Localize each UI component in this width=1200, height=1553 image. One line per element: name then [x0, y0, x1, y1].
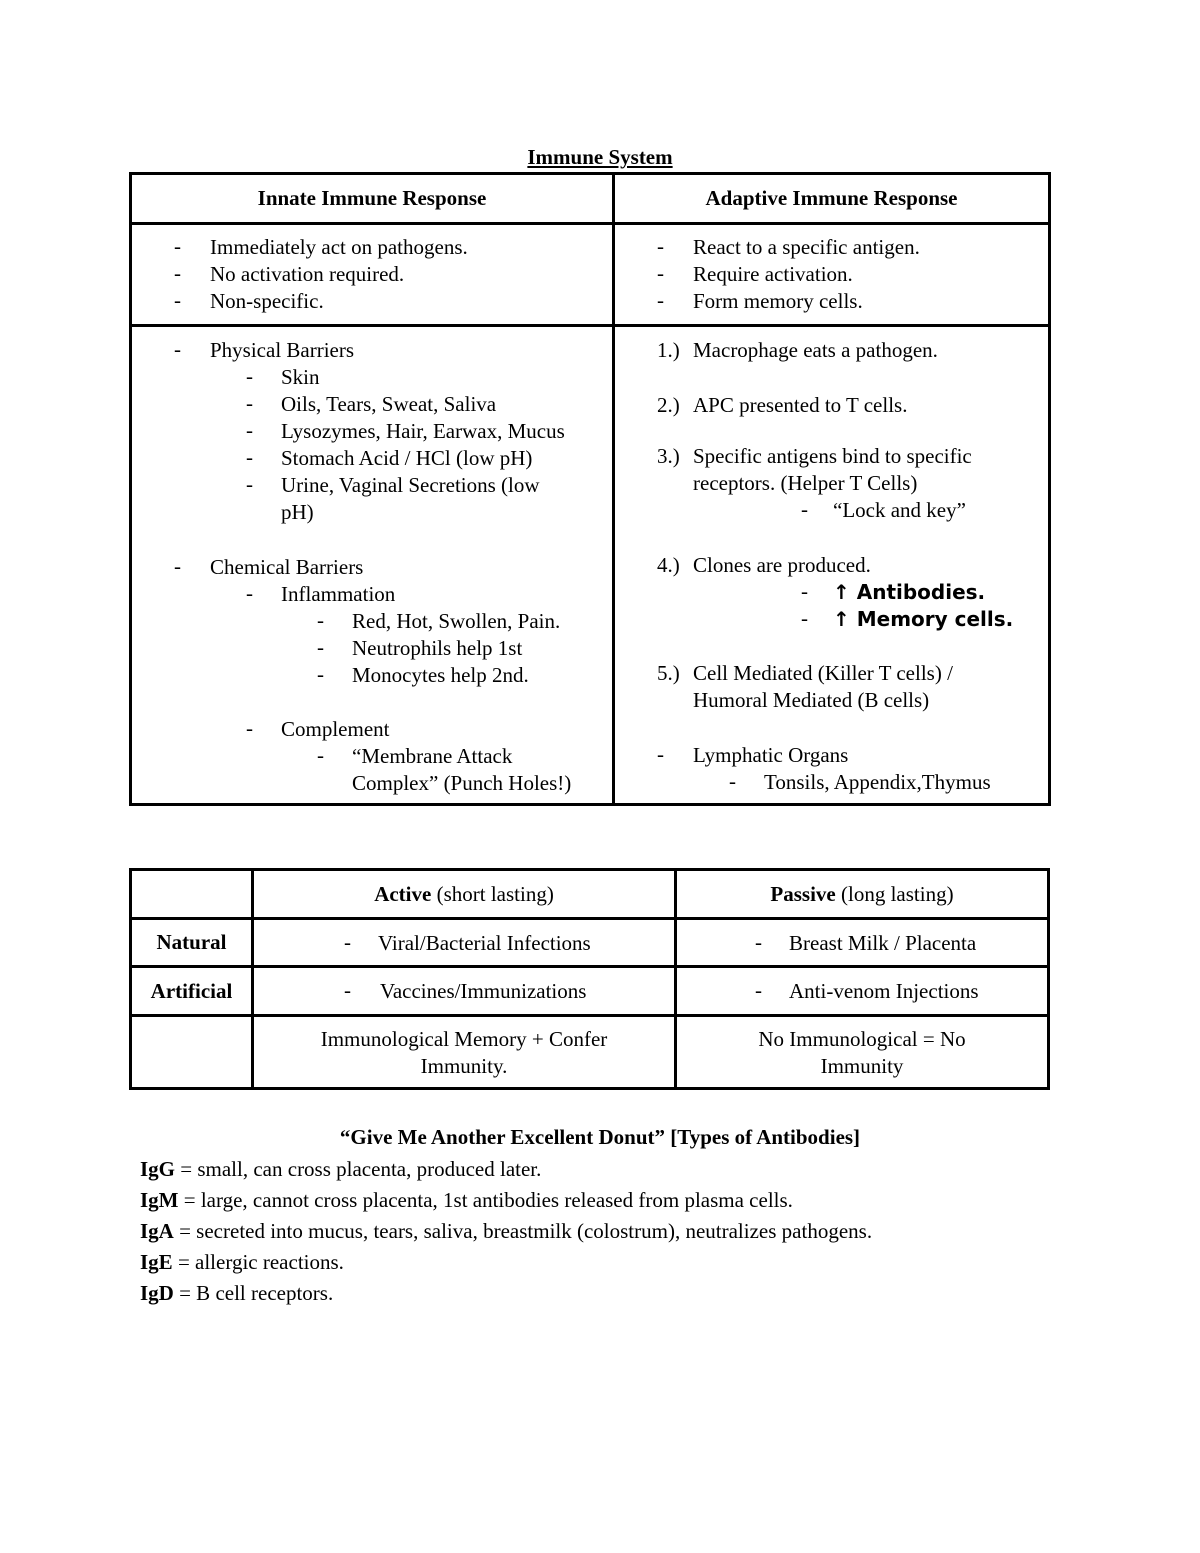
immunity-type-table [129, 868, 1050, 1090]
lymphatic-organs-label: Lymphatic Organs [693, 743, 849, 767]
inflammation-item: Neutrophils help 1st [352, 636, 523, 660]
adaptive-header: Adaptive Immune Response [614, 174, 1050, 224]
active-header-rest: (short lasting) [431, 881, 554, 906]
active-note-line: Immunological Memory + Confer [320, 1027, 608, 1051]
antibodies-title: “Give Me Another Excellent Donut” [Types of Antibodies] [339, 1125, 861, 1149]
antibody-desc: = B cell receptors. [173, 1281, 334, 1305]
antibody-name: IgA [140, 1219, 174, 1243]
antibody-line [140, 1185, 793, 1216]
passive-note-cell [676, 1016, 1049, 1089]
blank-row-label-cell [131, 1016, 253, 1089]
step-text-cont: receptors. (Helper T Cells) [693, 471, 918, 495]
artificial-passive-cell: - Anti-venom Injections [676, 967, 1049, 1016]
step-text: Macrophage eats a pathogen. [693, 338, 938, 362]
innate-trait: Non-specific. [210, 289, 324, 313]
step-subitem-memory: ↑ Memory cells. [833, 607, 1014, 631]
active-note-line: Immunity. [420, 1054, 508, 1078]
step-number: 2.) [657, 393, 680, 417]
innate-detail-cell: - Physical Barriers - Skin - Oils, Tears, Sweat, Saliva - Lysozymes, Hair, Earwax, Mucus - Stomach Acid / HCl (low pH) - Urine, Vaginal Secretions (low pH) - Chemical Barriers - Inflammation - Red, Hot, Swollen, Pain. - Neutrophils help 1st - Monocytes help 2nd. - Complement - “Membrane Attack Complex” (Punch Holes!) [131, 326, 614, 805]
physical-barrier-item: Oils, Tears, Sweat, Saliva [281, 392, 497, 416]
step-subitem-antibodies: ↑ Antibodies. [833, 580, 986, 604]
lymphatic-organs-item: Tonsils, Appendix,Thymus [764, 770, 991, 794]
active-note-cell [253, 1016, 676, 1089]
passive-header-rest: (long lasting) [835, 881, 954, 906]
natural-passive-text: Breast Milk / Placenta [789, 931, 977, 955]
natural-active-cell: - Viral/Bacterial Infections [253, 919, 676, 967]
step-text-cont: Humoral Mediated (B cells) [693, 688, 930, 712]
passive-note-line: No Immunological = No [758, 1027, 966, 1051]
adaptive-trait: Form memory cells. [693, 289, 863, 313]
step-number: 3.) [657, 444, 680, 468]
passive-header [676, 870, 1049, 919]
complement-label: Complement [281, 717, 390, 741]
antibody-desc: = secreted into mucus, tears, saliva, breastmilk (colostrum), neutralizes pathogens. [173, 1219, 873, 1243]
antibody-desc: = large, cannot cross placenta, 1st antibodies released from plasma cells. [178, 1188, 793, 1212]
artificial-active-text: Vaccines/Immunizations [380, 979, 587, 1003]
adaptive-trait: React to a specific antigen. [693, 235, 920, 259]
antibody-name: IgD [140, 1281, 174, 1305]
inflammation-label: Inflammation [281, 582, 396, 606]
immune-response-table [129, 172, 1051, 806]
inflammation-item: Red, Hot, Swollen, Pain. [352, 609, 561, 633]
antibody-line [140, 1216, 872, 1247]
antibody-name: IgE [140, 1250, 173, 1274]
chemical-barriers-label: Chemical Barriers [210, 555, 364, 579]
step-text: Specific antigens bind to specific [693, 444, 972, 468]
antibody-desc: = allergic reactions. [172, 1250, 344, 1274]
physical-barrier-item: Skin [281, 365, 320, 389]
artificial-passive-text: Anti-venom Injections [789, 979, 979, 1003]
passive-note-line: Immunity [820, 1054, 904, 1078]
inflammation-item: Monocytes help 2nd. [352, 663, 529, 687]
complement-item-cont: Complex” (Punch Holes!) [352, 771, 572, 795]
physical-barrier-item-cont: pH) [281, 500, 314, 524]
step-text: Cell Mediated (Killer T cells) / [693, 661, 953, 685]
artificial-active-cell: - Vaccines/Immunizations [253, 967, 676, 1016]
step-number: 5.) [657, 661, 680, 685]
antibody-name: IgG [140, 1157, 176, 1181]
innate-header: Innate Immune Response [131, 174, 614, 224]
passive-header-bold: Passive [770, 881, 836, 906]
innate-traits-cell: - Immediately act on pathogens. - No activation required. - Non-specific. [131, 224, 614, 326]
step-number: 1.) [657, 338, 680, 362]
step-subitem: “Lock and key” [833, 498, 966, 522]
natural-passive-cell: - Breast Milk / Placenta [676, 919, 1049, 967]
blank-corner-cell [131, 870, 253, 919]
antibody-line [140, 1247, 344, 1278]
antibody-desc: = small, can cross placenta, produced later. [175, 1157, 542, 1181]
complement-item: “Membrane Attack [352, 744, 513, 768]
page-title: Immune System [527, 145, 673, 169]
active-header-bold: Active [374, 881, 432, 906]
physical-barrier-item: Stomach Acid / HCl (low pH) [281, 446, 533, 470]
adaptive-trait: Require activation. [693, 262, 853, 286]
step-number: 4.) [657, 553, 680, 577]
natural-active-text: Viral/Bacterial Infections [378, 931, 591, 955]
innate-trait: No activation required. [210, 262, 405, 286]
physical-barriers-label: Physical Barriers [210, 338, 355, 362]
innate-trait: Immediately act on pathogens. [210, 235, 468, 259]
step-text: APC presented to T cells. [693, 393, 908, 417]
physical-barrier-item: Lysozymes, Hair, Earwax, Mucus [281, 419, 565, 443]
antibody-name: IgM [140, 1188, 179, 1212]
adaptive-detail-cell: 1.) Macrophage eats a pathogen. 2.) APC presented to T cells. 3.) Specific antigens bind to specific receptors. (Helper T Cells) - “Lock and key” 4.) Clones are produced. - ↑ Antibodies. - ↑ Memory cells. 5.) Cell Mediated (Killer T cells) / Humoral Mediated (B cells) - Lymphatic Organs - Tonsils, Appendix,Thymus [614, 326, 1050, 805]
row-label-natural: Natural [131, 919, 253, 967]
adaptive-traits-cell: - React to a specific antigen. - Require activation. - Form memory cells. [614, 224, 1050, 326]
row-label-artificial: Artificial [131, 967, 253, 1016]
active-header [253, 870, 676, 919]
physical-barrier-item: Urine, Vaginal Secretions (low [281, 473, 540, 497]
step-text: Clones are produced. [693, 553, 871, 577]
antibody-line [140, 1278, 333, 1309]
antibody-line [140, 1154, 541, 1185]
